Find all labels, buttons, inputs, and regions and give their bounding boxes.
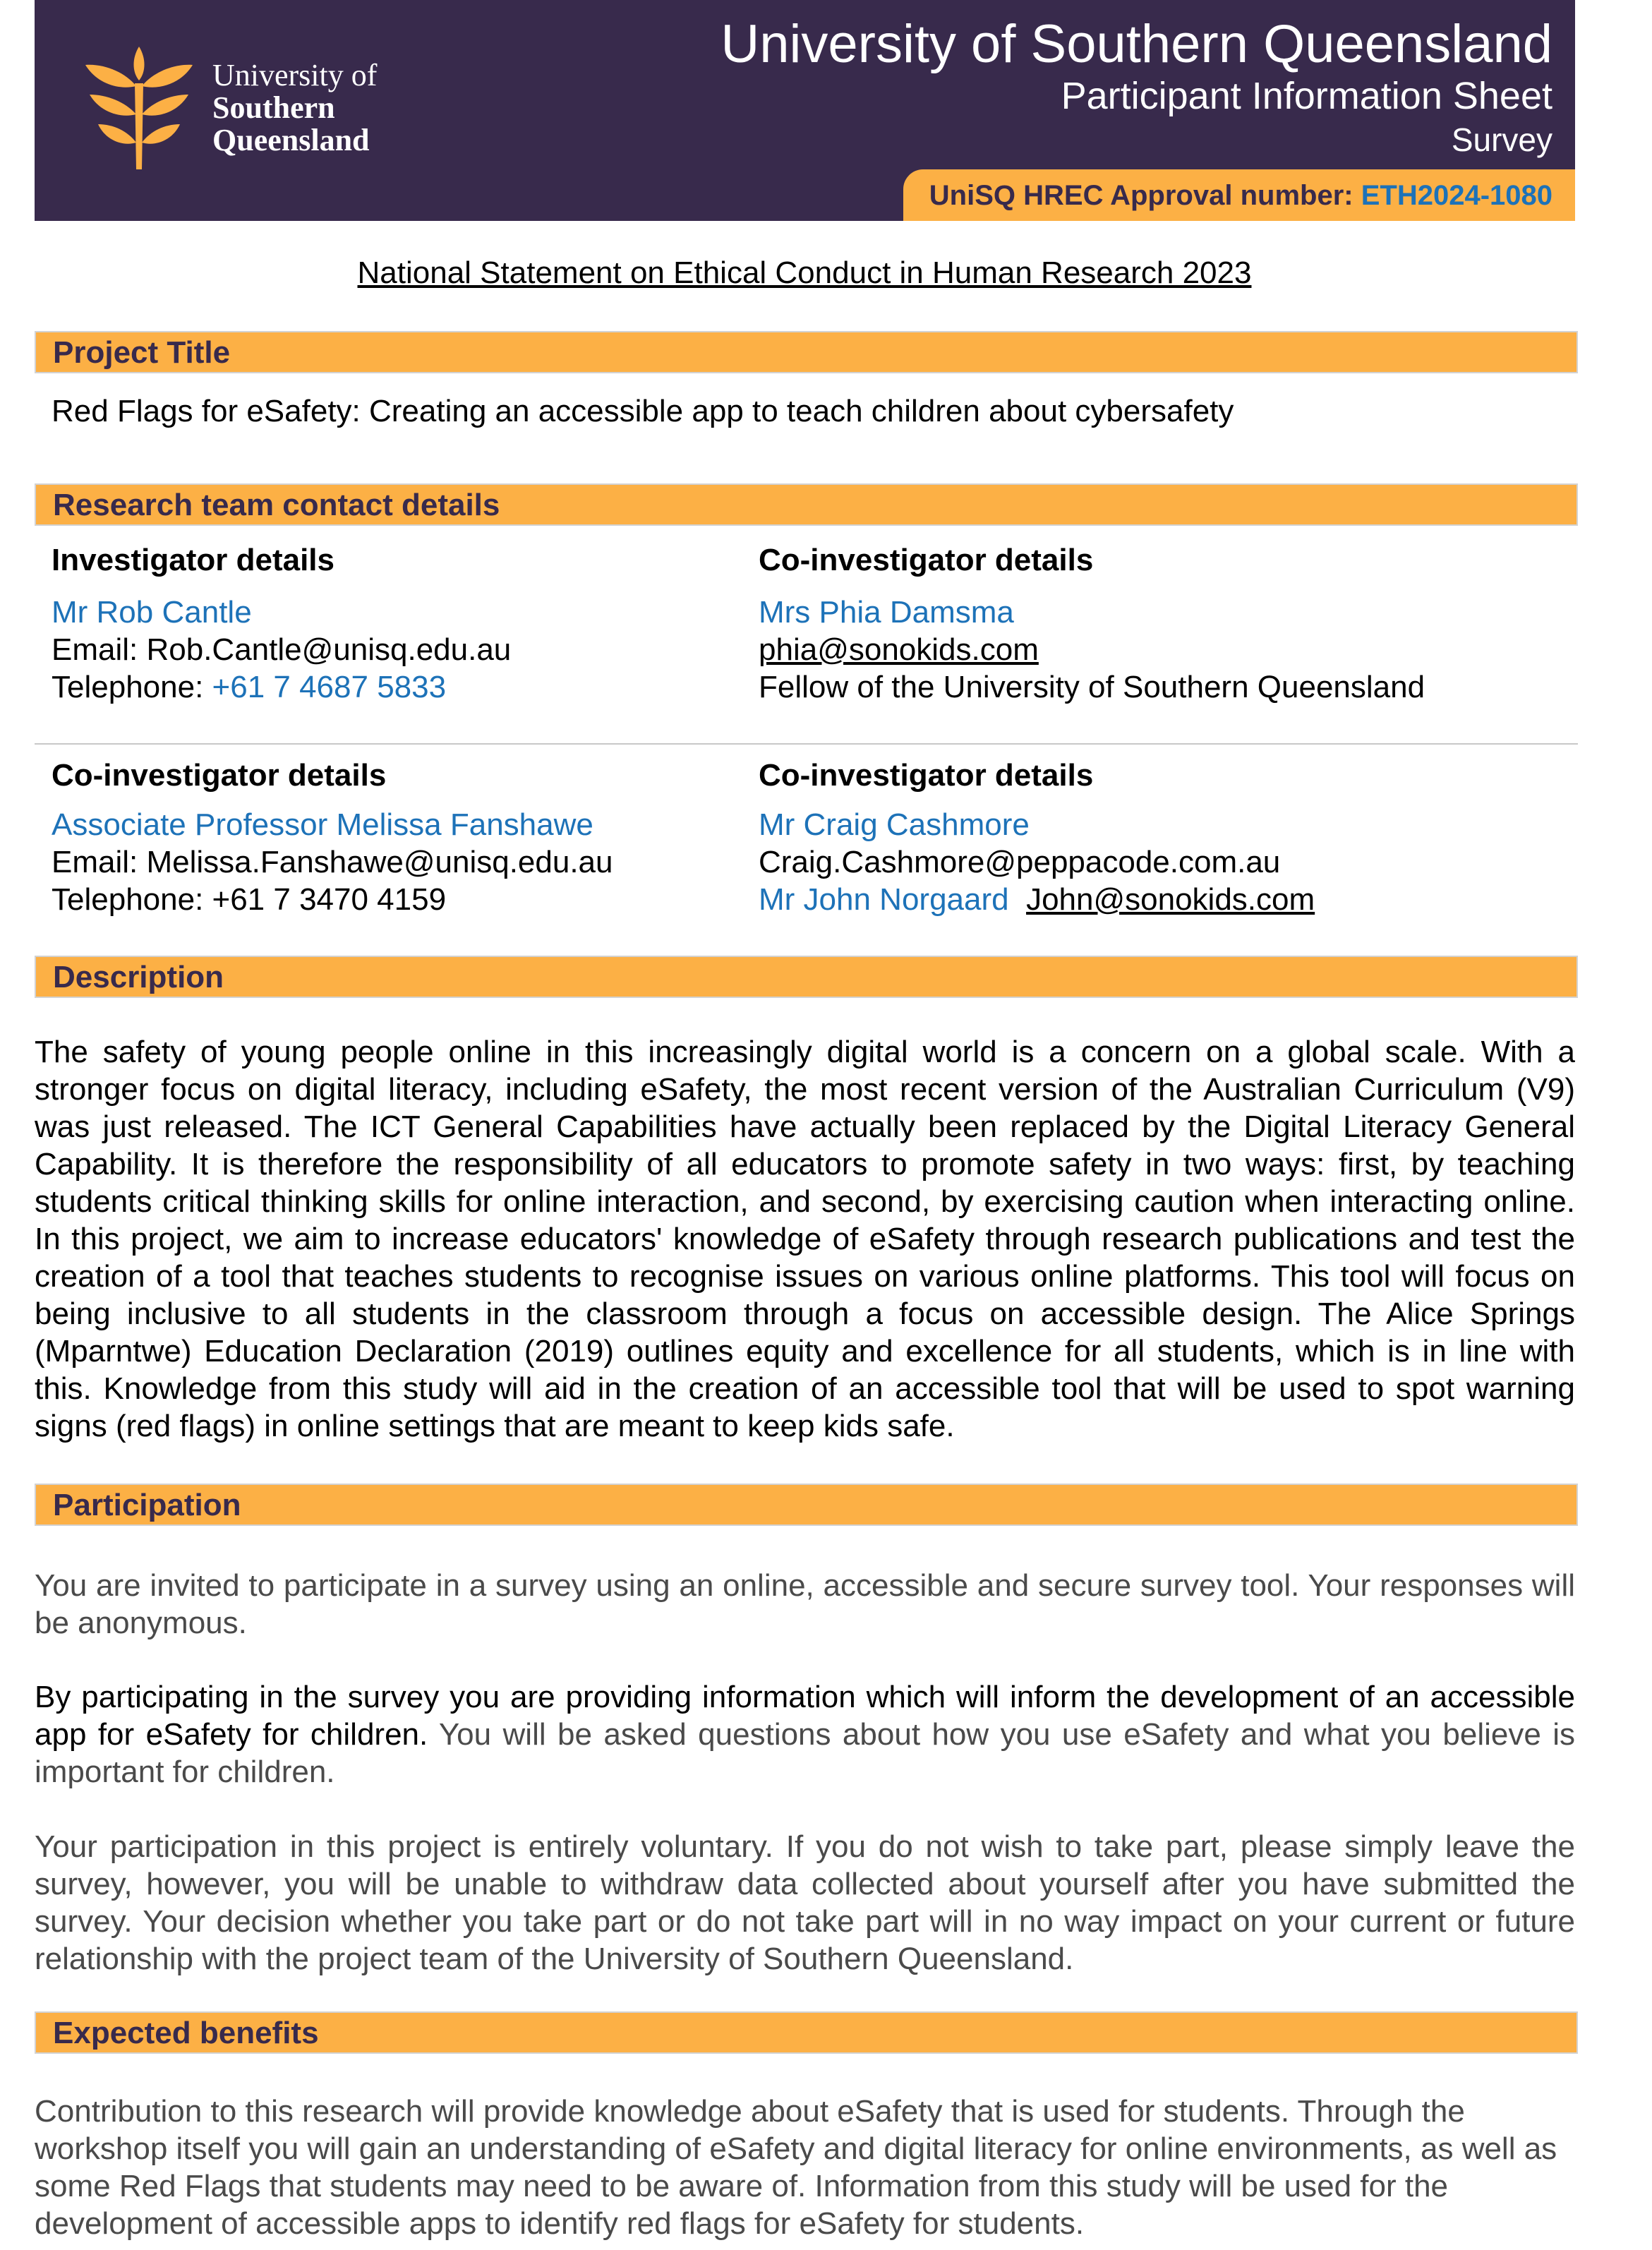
section-research-team: [35, 483, 1578, 526]
section-description: [35, 956, 1578, 998]
university-logo-icon: [83, 44, 195, 171]
header-title: University of Southern Queensland: [721, 14, 1552, 74]
approval-number: ETH2024-1080: [1361, 180, 1552, 211]
header-subtitle: Participant Information Sheet: [1061, 75, 1552, 117]
approval-label: UniSQ HREC Approval number:: [929, 180, 1361, 211]
section-participation: [35, 1484, 1578, 1526]
phone-link[interactable]: +61 7 4687 5833: [212, 670, 447, 704]
coinvestigator-1-role: Fellow of the University of Southern Queensland: [759, 670, 1425, 704]
section-heading: Project Title: [53, 335, 231, 370]
description-text: The safety of young people online in this increasingly digital world is a concern on a global scale. With a stronger focus on digital literacy, including eSafety, the most recent version of the Australian Curriculum (V9) was just released. The ICT General Capabilities have actually been replaced by the Digital Literacy General Capability. It is therefore the responsibility of all educators to promote safety in two ways: first, by teaching students critical thinking skills for online interaction, and second, by exercising caution when interacting online. In this project, we aim to increase educators' knowledge of eSafety through research publications and test the creation of a tool that teaches students to recognise issues on various online platforms. This tool will focus on being inclusive to all students in the classroom through a focus on accessible design. The Alice Springs (Mparntwe) Education Declaration (2019) outlines equity and excellence for all students, which is in line with this. Knowledge from this study will aid in the creation of an accessible tool that will be used to spot warning signs (red flags) in online settings that are meant to keep kids safe.: [35, 1035, 1575, 1443]
national-statement-link[interactable]: National Statement on Ethical Conduct in Human Research 2023: [357, 255, 1252, 290]
section-heading: Description: [53, 960, 224, 994]
investigator-heading: Investigator details: [52, 543, 335, 577]
section-heading: Participation: [53, 1488, 241, 1522]
header-banner: [35, 0, 1575, 221]
logo-line-3: Queensland: [212, 123, 370, 157]
coinvestigator-1-email-link[interactable]: phia@sonokids.com: [759, 632, 1039, 667]
participation-paragraph-1: You are invited to participate in a survey using an online, accessible and secure survey tool. Your responses will be anonymous.: [35, 1568, 1575, 1640]
section-heading: Research team contact details: [53, 488, 500, 522]
coinvestigator-2-email: Email: Melissa.Fanshawe@unisq.edu.au: [52, 845, 613, 879]
section-expected-benefits: [35, 2011, 1578, 2054]
coinvestigator-2-name: Associate Professor Melissa Fanshawe: [52, 807, 593, 842]
approval-text: [929, 176, 1552, 215]
coinvestigator-1-heading: Co-investigator details: [759, 543, 1094, 577]
coinvestigator-4-name: Mr John Norgaard: [759, 882, 1009, 917]
coinvestigator-3-heading: Co-investigator details: [759, 758, 1094, 793]
coinvestigator-1-name: Mrs Phia Damsma: [759, 595, 1014, 630]
section-heading: Expected benefits: [53, 2016, 319, 2050]
coinvestigator-4-line: [759, 881, 1315, 918]
project-title-text: Red Flags for eSafety: Creating an accessible app to teach children about cybersafety: [52, 394, 1234, 428]
investigator-phone: [52, 668, 446, 706]
logo-wordmark: [212, 59, 377, 157]
benefits-text: Contribution to this research will provide knowledge about eSafety that is used for students. Through the workshop itself you will gain an understanding of eSafety and digital literacy for online environments, as well as some Red Flags that students may need to be aware of. Information from this study will be used for the development of accessible apps to identify red flags for eSafety for students.: [35, 2094, 1557, 2241]
coinvestigator-3-email: Craig.Cashmore@peppacode.com.au: [759, 845, 1281, 879]
participation-p2-lead: By participating in the survey you are providing information which will inform the development of an accessible app for eSafety for children.: [35, 1680, 1575, 1752]
participation-p2-rest: You will be asked questions about how you use eSafety and what you believe is important for children.: [35, 1717, 1575, 1789]
coinvestigator-4-email-link[interactable]: John@sonokids.com: [1026, 882, 1315, 917]
logo-line-2: Southern: [212, 90, 335, 125]
header-type: Survey: [1451, 121, 1552, 158]
participation-paragraph-2: [35, 1678, 1575, 1791]
approval-tab: [903, 169, 1575, 221]
email-value: Rob.Cantle@unisq.edu.au: [146, 632, 512, 667]
coinvestigator-2-heading: Co-investigator details: [52, 758, 387, 793]
investigator-name: Mr Rob Cantle: [52, 595, 252, 630]
divider: [35, 743, 1578, 745]
participation-paragraph-3: Your participation in this project is entirely voluntary. If you do not wish to take part, please simply leave the survey, however, you will be unable to withdraw data collected about yourself after you have submitted the survey. Your decision whether you take part or do not take part will in no way impact on your current or future relationship with the project team of the University of Southern Queensland.: [35, 1829, 1575, 1976]
coinvestigator-2-phone: Telephone: +61 7 3470 4159: [52, 882, 447, 917]
section-project-title: [35, 331, 1578, 373]
coinvestigator-3-name: Mr Craig Cashmore: [759, 807, 1030, 842]
phone-label: Telephone:: [52, 670, 212, 704]
logo-line-1: University of: [212, 58, 378, 92]
email-label: Email:: [52, 632, 147, 667]
investigator-email: [52, 631, 511, 668]
